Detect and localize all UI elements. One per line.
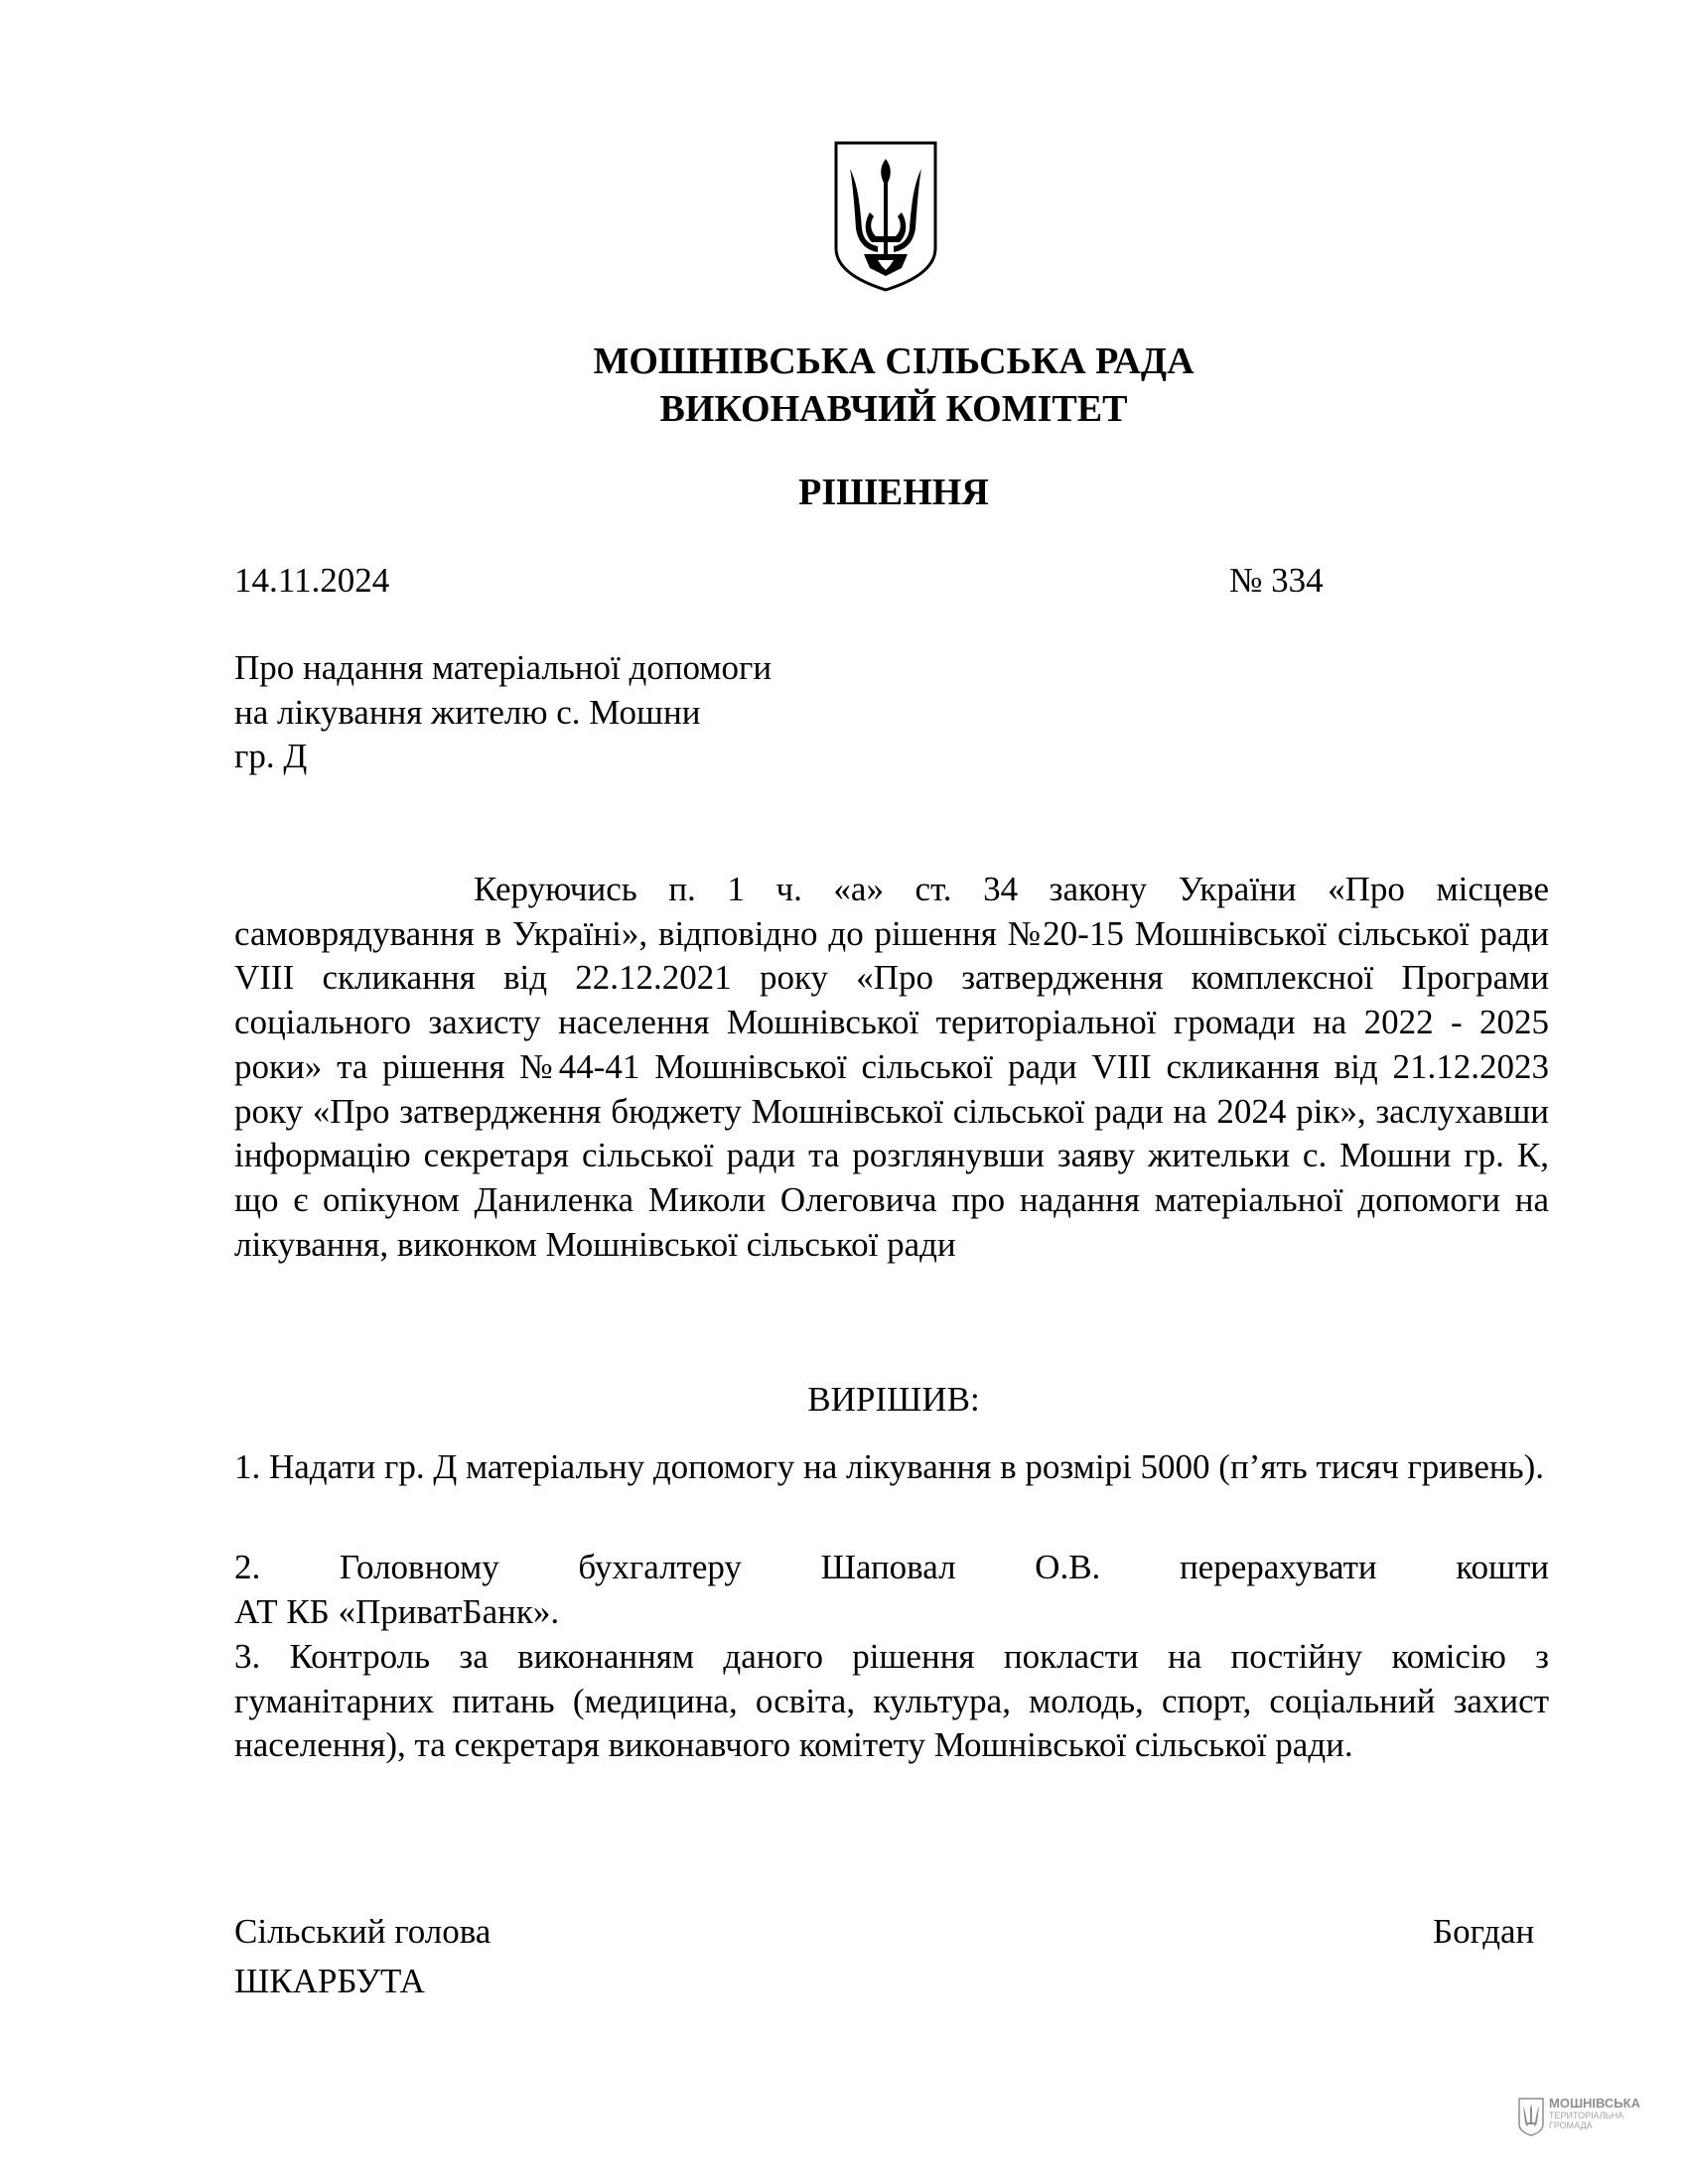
watermark-line2: ТЕРИТОРІАЛЬНА [1549, 2111, 1624, 2120]
decision-item-2-line1: 2. Головному бухгалтеру Шаповал О.В. перерахувати кошти [234, 1548, 1549, 1586]
watermark-line3: ГРОМАДА [1549, 2120, 1593, 2130]
ukraine-trident-icon [1517, 2097, 1545, 2136]
community-watermark [1517, 2095, 1656, 2142]
decision-subject [234, 646, 772, 779]
ukraine-trident-icon [830, 139, 941, 294]
decision-item-1: 1. Надати гр. Д матеріальну допомогу на лікування в розмірі 5000 (п’ять тисяч гривень). [234, 1447, 1544, 1486]
signature-first-name: Богдан [1433, 1912, 1535, 1951]
signature-last-name: ШКАРБУТА [234, 1962, 425, 2000]
subject-line: на лікування жителю с. Мошни [234, 692, 701, 732]
committee-name: ВИКОНАВЧИЙ КОМІТЕТ [659, 388, 1128, 430]
decision-item-3: 3. Контроль за виконанням даного рішення покласти на постійну комісію з гуманітарних питань (медицина, освіта, культура, молодь, спорт, соціальний захист населення), та секретаря виконавчого комітету Мошнівської сільської ради. [234, 1637, 1549, 1765]
watermark-line1: МОШНІВСЬКА [1549, 2096, 1640, 2111]
council-name: МОШНІВСЬКА СІЛЬСЬКА РАДА [593, 341, 1195, 382]
subject-line: Про надання матеріальної допомоги [234, 648, 773, 687]
decision-item-2 [234, 1546, 1549, 1634]
decision-item-2-line2: АТ КБ «ПриватБанк». [234, 1591, 560, 1631]
decision-number: № 334 [1229, 561, 1324, 600]
document-type: РІШЕННЯ [798, 472, 989, 513]
resolved-heading: ВИРІШИВ: [807, 1380, 980, 1419]
signature-title: Сільський голова [234, 1912, 492, 1951]
preamble-paragraph: Керуючись п. 1 ч. «а» ст. 34 закону України «Про місцеве самоврядування в Україні», відповідно до рішення №20-15 Мошнівської сільської ради VIII скликання від 22.12.2021 року «Про затвердження комплексної Програми соціального захисту населення Мошнівської територіальної громади на 2022 - 2025 роки» та рішення №44-41 Мошнівської сільської ради VIII скликання від 21.12.2023 року «Про затвердження бюджету Мошнівської сільської ради на 2024 рік», заслухавши інформацію секретаря сільської ради та розглянувши заяву жительки с. Мошни гр. К, що є опікуном Даниленка Миколи Олеговича про надання матеріальної допомоги на лікування, виконком Мошнівської сільської ради [234, 870, 1549, 1264]
subject-line: гр. Д [234, 737, 308, 775]
decision-date: 14.11.2024 [234, 561, 390, 600]
